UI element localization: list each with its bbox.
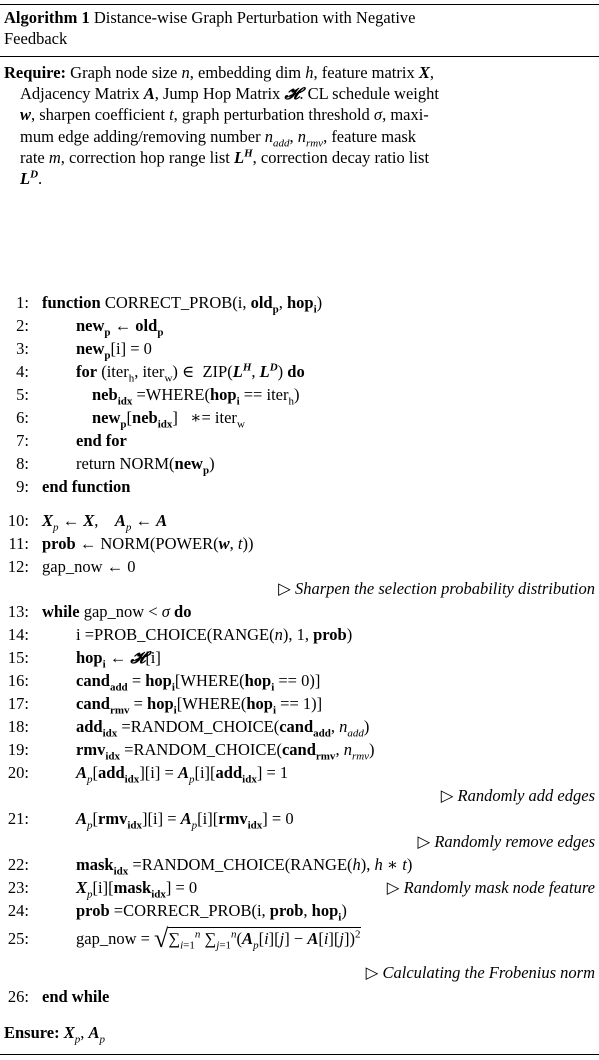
algo-line-9: 9: end function (16, 477, 131, 496)
bottom-rule (0, 1054, 599, 1055)
top-rule (0, 4, 599, 5)
require-text: , feature mask (323, 126, 417, 146)
require-text: , embedding dim (189, 63, 302, 82)
require-label: Require: (4, 63, 67, 82)
algo-line-20: 20: $A_p[add_{idx}][i] = A_p[i][add_{idx}] = 1$ (7, 763, 289, 786)
require-text: mum edge adding/removing number (20, 126, 261, 146)
require-text: Adjacency Matrix (20, 84, 140, 104)
algorithm-title-line2: Feedback (4, 29, 68, 48)
require-block: Require: Graph node size n, embedding dim h, feature matrix X, Adjacency Matrix A, Jump Hop Matrix 𝓗. CL schedule weight w, sharpen coefficient t, graph perturbation threshold σ, maxi- mum edge adding/removing number $n_{add}$, $n_{rmv}$, feature mask rate m, correction hop range list $L^H$, correction decay ratio list $L^D$. (4, 63, 439, 189)
algo-line-16: 16: cand$_{add}$ = hop$_i$[WHERE(hop$_i$ == 0)] (7, 671, 321, 694)
algo-line-2: 2: new$_p$ ← old$_p$ (16, 316, 164, 339)
require-text: , correction hop range list (60, 147, 230, 167)
require-text: , correction decay ratio list (252, 147, 430, 167)
ensure-outputs: $X_p$, $A_p$ (63, 1023, 106, 1046)
algo-line-11: 11: prob ← NORM(POWER(w, t)) (8, 534, 254, 553)
algo-line-6: 6: new$_p$[neb$_{idx}$] ∗= iter$_w$ (16, 408, 245, 431)
algo-line-26: 26: end while (7, 987, 110, 1006)
require-text: , graph perturbation threshold (173, 105, 370, 125)
algo-line-22: 22: mask$_{idx}$ =RANDOM_CHOICE(RANGE(h), h ∗ t) (7, 855, 413, 878)
algo-line-7: 7: end for (16, 431, 127, 450)
algo-line-13: 13: while gap_now < σ do (7, 602, 192, 621)
comment-add-edges: ▷ Randomly add edges (440, 786, 595, 805)
algo-line-21: 21: $A_p[rmv_{idx}][i] = A_p[i][rmv_{idx}] = 0$ (7, 809, 294, 832)
comment-frobenius: ▷ Calculating the Frobenius norm (365, 963, 595, 982)
algo-line-25: 25: gap_now = $√\sum_{i=1}^n$ $\sum_{j=1}^n(A_p[i][j] - A[i][j])^2$ (7, 924, 361, 953)
algo-line-18: 18: add$_{idx}$ =RANDOM_CHOICE(cand$_{add}$, $n_{add}$) (7, 717, 370, 740)
algo-line-17: 17: cand$_{rmv}$ = hop$_i$[WHERE(hop$_i$ == 1)] (7, 694, 323, 717)
algo-line-14: 14: i =PROB_CHOICE(RANGE(n), 1, prob) (7, 625, 353, 644)
require-text: , Jump Hop Matrix (154, 84, 281, 104)
algo-line-1: 1: function CORRECT_PROB(i, old$_p$, hop$_i$) (16, 293, 323, 316)
algorithm-label: Algorithm 1 (4, 8, 90, 27)
algo-line-8: 8: return NORM(new$_p$) (16, 454, 215, 477)
require-text: , feature matrix (313, 63, 415, 82)
algorithm-title-line1: Distance-wise Graph Perturbation with Negative (93, 8, 416, 27)
require-text: rate (20, 147, 45, 167)
algorithm-caption (4, 7, 596, 49)
algo-line-24: 24: prob =CORRECR_PROB(i, prob, hop$_i$) (7, 901, 347, 924)
require-text: Graph node size (70, 63, 178, 82)
comment-remove-edges: ▷ Randomly remove edges (417, 832, 595, 851)
algo-line-12: 12: gap_now ← 0 (7, 557, 136, 576)
comment-sharpen: ▷ Sharpen the selection probability distribution (278, 579, 595, 598)
algo-line-4: 4: for (iter$_h$, iter$_w$) ∈ $ZIP(L^H$, $L^D$) do (16, 361, 305, 385)
require-text: , sharpen coefficient (31, 105, 165, 125)
algo-line-23: 23: $X_p[i][mask_{idx}] = 0$ ▷ Randomly mask node feature (7, 878, 595, 901)
require-text: , maxi- (382, 105, 429, 125)
require-text: . CL schedule weight (299, 84, 439, 104)
ensure-block (4, 1022, 105, 1044)
ensure-label: Ensure: (4, 1023, 60, 1042)
algo-line-3: 3: new$_p$[i] = 0 (16, 339, 152, 362)
algo-line-5: 5: neb$_{idx}$ =WHERE(hop$_i$ == iter$_h$) (16, 385, 300, 408)
caption-rule (0, 56, 599, 57)
algo-line-19: 19: rmv$_{idx}$ =RANDOM_CHOICE(cand$_{rmv}$, $n_{rmv}$) (7, 740, 375, 763)
algo-line-10: 10: $X_p$ ← X, $A_p$ ← A (7, 511, 168, 534)
algo-line-15: 15: hop$_i$ ← 𝓗[i] (7, 648, 161, 671)
